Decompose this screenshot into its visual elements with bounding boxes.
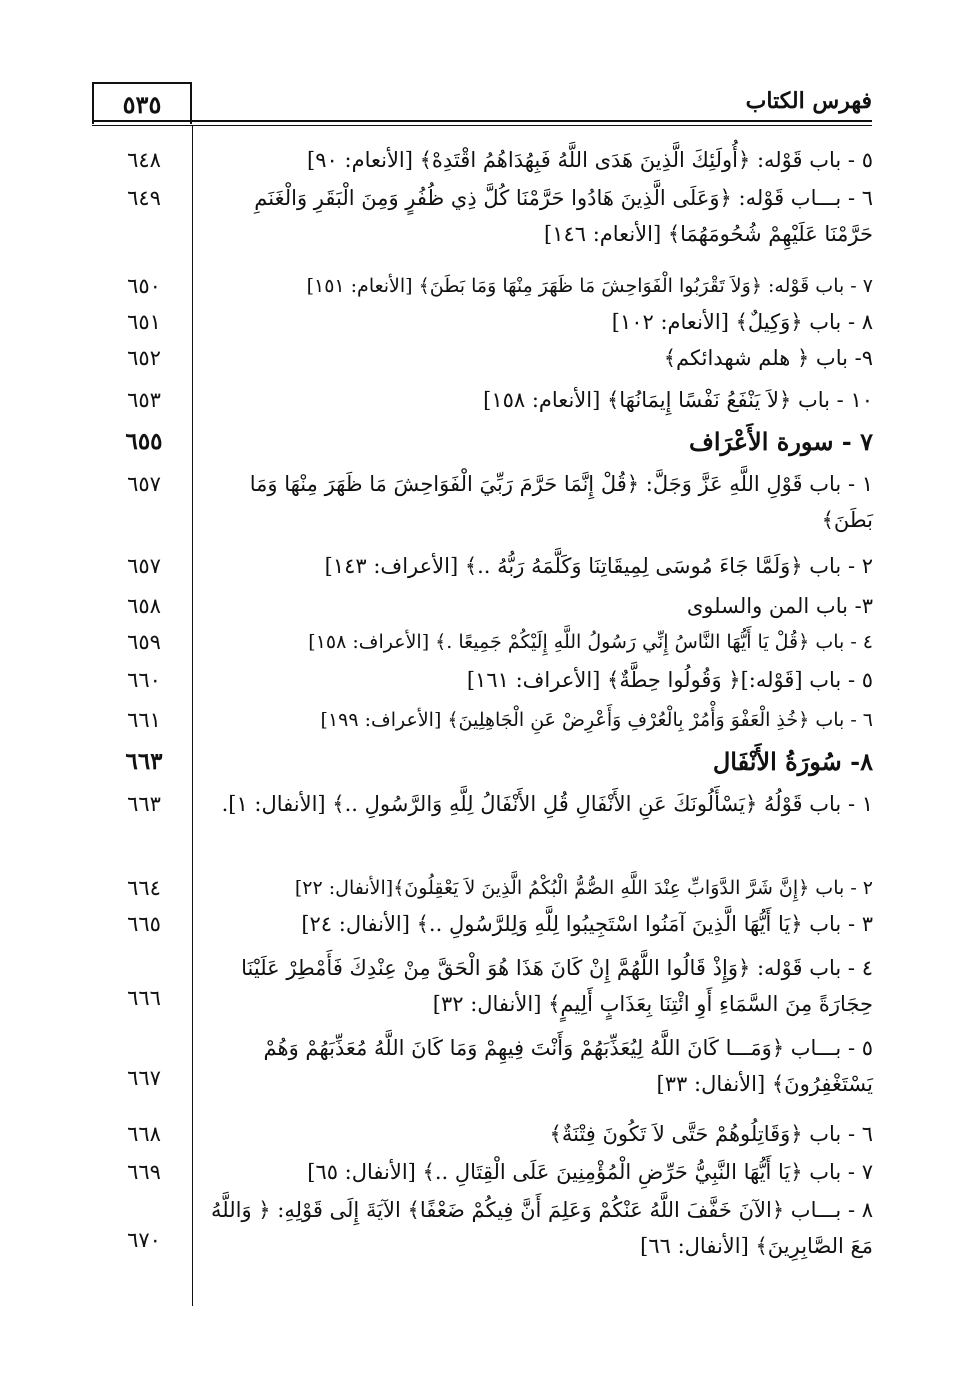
- index-entry: ٧ - باب ﴿يَا أَيُّهَا النَّبِيُّ حَرِّضِ الْمُؤْمِنِينَ عَلَى الْقِتَالِ ..﴾ [الأنفال: ٦٥]: [307, 1160, 873, 1184]
- entry-page-number: ٦٥٣: [127, 388, 161, 412]
- section-page-number: ٦٥٥: [125, 428, 163, 455]
- index-entry: ٨ - بـــاب ﴿الآنَ خَفَّفَ اللَّهُ عَنْكُمْ وَعَلِمَ أَنَّ فِيكُمْ ضَعْفًا﴾ الآيَةَ إِلَى قَوْلِهِ: ﴿ وَاللَّهُ مَعَ الصَّابِرِينَ﴾ [الأنفال: ٦٦]: [211, 1198, 873, 1258]
- page-header: [92, 74, 872, 124]
- entry-page-number: ٦٥٠: [127, 274, 161, 298]
- index-entry: ٥ - باب قَوْله: ﴿أُولَئِكَ الَّذِينَ هَدَى اللَّهُ فَبِهُدَاهُمُ اقْتَدِهْ﴾ [الأنعام: ٩٠]: [307, 148, 873, 172]
- section-page-number: ٦٦٣: [125, 748, 163, 775]
- index-entry: ٦ - بـــاب قَوْله: ﴿وَعَلَى الَّذِينَ هَادُوا حَرَّمْنَا كُلَّ ذِي ظُفُرٍ وَمِنَ الْبَقَرِ وَالْغَنَمِ حَرَّمْنَا عَلَيْهِمْ شُحُومَهُمَا﴾ [الأنعام: ١٤٦]: [254, 186, 873, 246]
- entry-page-number: ٦٦٧: [127, 1066, 161, 1090]
- index-entry: ٢ - باب ﴿إِنَّ شَرَّ الدَّوَابِّ عِنْدَ اللَّهِ الصُّمُّ الْبُكْمُ الَّذِينَ لاَ يَعْقِلُونَ﴾[الأنفال: ٢٢]: [294, 877, 873, 899]
- index-entry: ٨ - باب ﴿وَكِيلٌ﴾ [الأنعام: ١٠٢]: [611, 310, 873, 334]
- index-entry: ٥ - بـــاب ﴿وَمَـــا كَانَ اللَّهُ لِيُعَذِّبَهُمْ وَأَنْتَ فِيهِمْ وَمَا كَانَ اللَّهُ مُعَذِّبَهُمْ وَهُمْ يَسْتَغْفِرُونَ﴾ [الأنفال: ٣٣]: [263, 1036, 873, 1096]
- entry-page-number: ٦٦٨: [127, 1122, 161, 1146]
- column-divider: [192, 126, 193, 1306]
- index-entry: ٢ - باب ﴿وَلَمَّا جَاءَ مُوسَى لِمِيقَاتِنَا وَكَلَّمَهُ رَبُّهُ ..﴾ [الأعراف: ١٤٣]: [324, 554, 873, 578]
- index-entry: ٩- باب ﴿ هلم شهدائكم﴾: [663, 346, 873, 370]
- index-entry: ١ - باب قَوْلِ اللَّهِ عَزَّ وَجَلَّ: ﴿قُلْ إِنَّمَا حَرَّمَ رَبِّيَ الْفَوَاحِشَ مَا ظَهَرَ مِنْهَا وَمَا بَطَنَ﴾: [249, 472, 873, 532]
- entry-page-number: ٦٦٣: [127, 792, 161, 816]
- entry-page-number: ٦٥٧: [127, 472, 161, 496]
- page-number-box: [92, 82, 192, 124]
- entry-page-number: ٦٥٢: [127, 346, 161, 370]
- index-entry: ٣ - باب ﴿يَا أَيُّهَا الَّذِينَ آمَنُوا اسْتَجِيبُوا لِلَّهِ وَلِلرَّسُولِ ..﴾ [الأنفال: ٢٤]: [301, 912, 873, 936]
- index-entry: ١٠ - باب ﴿لاَ يَنْفَعُ نَفْسًا إِيمَانُهَا﴾ [الأنعام: ١٥٨]: [483, 388, 873, 412]
- section-heading: ٨- سُورَةُ الأَنْفَال: [712, 747, 873, 776]
- index-entry: ٣- باب المن والسلوى: [686, 594, 873, 618]
- index-entry: ٤ - باب قَوْله: ﴿وَإِذْ قَالُوا اللَّهُمَّ إِنْ كَانَ هَذَا هُوَ الْحَقَّ مِنْ عِنْدِكَ فَأَمْطِرْ عَلَيْنَا حِجَارَةً مِنَ السَّمَاءِ أَوِ ائْتِنَا بِعَذَابٍ أَلِيمٍ﴾ [الأنفال: ٣٢]: [241, 956, 873, 1016]
- section-heading: ٧ - سورة الأَعْرَاف: [688, 427, 873, 456]
- entry-page-number: ٦٦٩: [127, 1160, 161, 1184]
- page-number: ٥٣٥: [122, 90, 162, 119]
- index-entry: ٦ - باب ﴿وَقَاتِلُوهُمْ حَتَّى لاَ تَكُونَ فِتْنَةٌ﴾: [549, 1122, 873, 1146]
- entry-page-number: ٦٥٩: [127, 630, 161, 654]
- entry-page-number: ٦٥٨: [127, 594, 161, 618]
- entry-page-number: ٦٤٨: [127, 148, 161, 172]
- header-rule-thin: [92, 125, 872, 126]
- entry-page-number: ٦٥١: [127, 310, 161, 334]
- entry-page-number: ٦٤٩: [127, 186, 161, 210]
- header-rule: [92, 120, 872, 122]
- entry-page-number: ٦٦٠: [127, 668, 161, 692]
- entry-page-number: ٦٦٤: [127, 876, 161, 900]
- entry-page-number: ٦٦١: [127, 708, 161, 732]
- index-entry: ١ - باب قَوْلُهُ ﴿يَسْأَلُونَكَ عَنِ الأَنْفَالِ قُلِ الأَنْفَالُ لِلَّهِ وَالرَّسُولِ ..﴾ [الأنفال: ١].: [221, 792, 873, 816]
- entry-page-number: ٦٦٥: [127, 912, 161, 936]
- running-title: فهرس الكتاب: [745, 88, 872, 114]
- index-entry: ٤ - باب ﴿قُلْ يَا أَيُّهَا النَّاسُ إِنِّي رَسُولُ اللَّهِ إِلَيْكُمْ جَمِيعًا .﴾ [الأعراف: ١٥٨]: [308, 631, 873, 653]
- index-entry: ٥ - باب [قَوْله:]﴿ وَقُولُوا حِطَّةٌ﴾ [الأعراف: ١٦١]: [466, 668, 873, 692]
- entry-page-number: ٦٧٠: [127, 1228, 161, 1252]
- entry-page-number: ٦٥٧: [127, 554, 161, 578]
- entry-page-number: ٦٦٦: [127, 986, 161, 1010]
- index-entry: ٧ - باب قَوْله: ﴿وَلاَ تَقْرَبُوا الْفَوَاحِشَ مَا ظَهَرَ مِنْهَا وَمَا بَطَنَ﴾ [الأنعام: ١٥١]: [306, 275, 873, 297]
- index-entry: ٦ - باب ﴿خُذِ الْعَفْوَ وَأْمُرْ بِالْعُرْفِ وَأَعْرِضْ عَنِ الْجَاهِلِينَ﴾ [الأعراف: ١٩٩]: [320, 709, 873, 731]
